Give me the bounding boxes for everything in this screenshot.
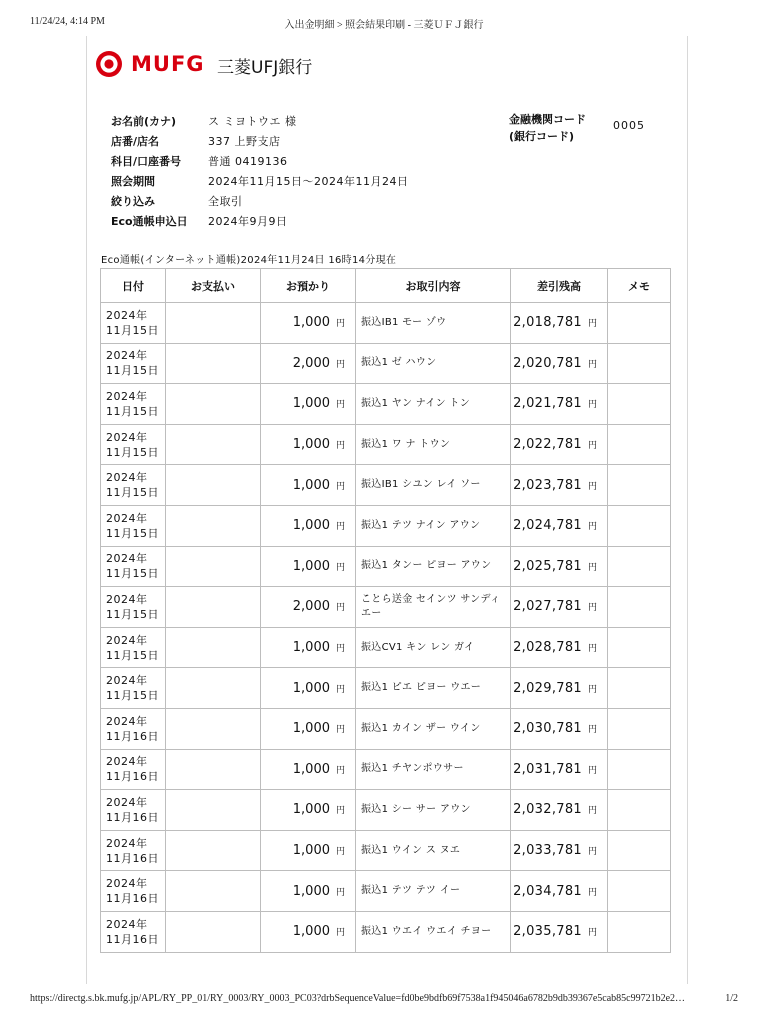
deposit-amount: 1,000 bbox=[292, 761, 330, 777]
cell-date bbox=[101, 587, 166, 628]
cell-description: 振込1 タンー ピヨー アウン bbox=[356, 546, 511, 587]
info-value: 337 上野支店 bbox=[208, 135, 281, 148]
date-day: 11月16日 bbox=[106, 770, 159, 784]
date-year: 2024年 bbox=[106, 917, 148, 931]
currency-unit: 円 bbox=[587, 684, 597, 695]
table-row bbox=[101, 871, 671, 912]
balance-amount: 2,029,781 bbox=[513, 680, 582, 696]
cell-memo bbox=[608, 627, 671, 668]
date-year: 2024年 bbox=[106, 430, 148, 444]
cell-balance bbox=[511, 708, 608, 749]
bank-code-label bbox=[509, 111, 586, 145]
date-day: 11月15日 bbox=[106, 404, 159, 418]
balance-amount: 2,035,781 bbox=[513, 924, 582, 940]
date-year: 2024年 bbox=[106, 714, 148, 728]
date-year: 2024年 bbox=[106, 308, 148, 322]
info-label: 絞り込み bbox=[111, 195, 155, 208]
table-row bbox=[101, 546, 671, 587]
as-of-timestamp: Eco通帳(インターネット通帳)2024年11月24日 16時14分現在 bbox=[101, 255, 397, 266]
info-value: 2024年9月9日 bbox=[208, 215, 288, 228]
cell-payment bbox=[166, 343, 261, 384]
cell-date bbox=[101, 871, 166, 912]
deposit-amount: 1,000 bbox=[292, 558, 330, 574]
cell-memo bbox=[608, 790, 671, 831]
cell-memo bbox=[608, 871, 671, 912]
currency-unit: 円 bbox=[335, 725, 345, 736]
cell-description: 振込1 ウエイ ウエイ チヨー bbox=[356, 911, 511, 952]
currency-unit: 円 bbox=[335, 887, 345, 898]
date-day: 11月15日 bbox=[106, 364, 159, 378]
balance-amount: 2,028,781 bbox=[513, 640, 582, 656]
cell-description: 振込IB1 シユン レイ ソー bbox=[356, 465, 511, 506]
cell-payment bbox=[166, 871, 261, 912]
cell-date bbox=[101, 708, 166, 749]
balance-amount: 2,030,781 bbox=[513, 721, 582, 737]
currency-unit: 円 bbox=[335, 644, 345, 655]
cell-balance bbox=[511, 911, 608, 952]
cell-balance bbox=[511, 303, 608, 344]
info-label: 店番/店名 bbox=[111, 135, 160, 148]
cell-balance bbox=[511, 424, 608, 465]
cell-description: 振込1 カイン ザー ウイン bbox=[356, 708, 511, 749]
currency-unit: 円 bbox=[587, 562, 597, 573]
cell-payment bbox=[166, 465, 261, 506]
deposit-amount: 1,000 bbox=[292, 477, 330, 493]
cell-deposit bbox=[261, 911, 356, 952]
cell-deposit bbox=[261, 708, 356, 749]
table-row bbox=[101, 587, 671, 628]
balance-amount: 2,031,781 bbox=[513, 761, 582, 777]
cell-deposit bbox=[261, 505, 356, 546]
print-datetime: 11/24/24, 4:14 PM bbox=[30, 16, 105, 27]
balance-amount: 2,018,781 bbox=[513, 315, 582, 331]
cell-description: 振込1 ウイン ス ヌエ bbox=[356, 830, 511, 871]
cell-memo bbox=[608, 424, 671, 465]
info-value: 2024年11月15日〜2024年11月24日 bbox=[208, 175, 409, 188]
date-year: 2024年 bbox=[106, 674, 148, 688]
cell-date bbox=[101, 830, 166, 871]
print-footer bbox=[30, 993, 738, 1007]
cell-payment bbox=[166, 627, 261, 668]
cell-memo bbox=[608, 587, 671, 628]
cell-balance bbox=[511, 790, 608, 831]
currency-unit: 円 bbox=[587, 481, 597, 492]
date-day: 11月15日 bbox=[106, 486, 159, 500]
cell-balance bbox=[511, 546, 608, 587]
cell-payment bbox=[166, 790, 261, 831]
cell-date bbox=[101, 627, 166, 668]
cell-description: 振込1 テツ テツ イー bbox=[356, 871, 511, 912]
cell-balance bbox=[511, 871, 608, 912]
deposit-amount: 1,000 bbox=[292, 396, 330, 412]
cell-date bbox=[101, 424, 166, 465]
cell-balance bbox=[511, 627, 608, 668]
cell-balance bbox=[511, 668, 608, 709]
cell-date bbox=[101, 343, 166, 384]
deposit-amount: 1,000 bbox=[292, 640, 330, 656]
header-deposit: お預かり bbox=[261, 269, 356, 303]
cell-payment bbox=[166, 911, 261, 952]
cell-payment bbox=[166, 749, 261, 790]
date-day: 11月15日 bbox=[106, 567, 159, 581]
cell-date bbox=[101, 384, 166, 425]
currency-unit: 円 bbox=[335, 684, 345, 695]
cell-memo bbox=[608, 708, 671, 749]
cell-payment bbox=[166, 384, 261, 425]
cell-memo bbox=[608, 749, 671, 790]
cell-date bbox=[101, 505, 166, 546]
cell-memo bbox=[608, 830, 671, 871]
cell-deposit bbox=[261, 790, 356, 831]
cell-date bbox=[101, 465, 166, 506]
deposit-amount: 2,000 bbox=[292, 599, 330, 615]
balance-amount: 2,033,781 bbox=[513, 843, 582, 859]
deposit-amount: 1,000 bbox=[292, 680, 330, 696]
cell-memo bbox=[608, 668, 671, 709]
currency-unit: 円 bbox=[587, 522, 597, 533]
cell-date bbox=[101, 303, 166, 344]
info-label: 照会期間 bbox=[111, 175, 155, 188]
date-day: 11月15日 bbox=[106, 526, 159, 540]
info-value: 普通 0419136 bbox=[208, 155, 288, 168]
date-year: 2024年 bbox=[106, 633, 148, 647]
table-row bbox=[101, 790, 671, 831]
cell-deposit bbox=[261, 587, 356, 628]
balance-amount: 2,025,781 bbox=[513, 558, 582, 574]
balance-amount: 2,024,781 bbox=[513, 518, 582, 534]
deposit-amount: 1,000 bbox=[292, 721, 330, 737]
date-day: 11月15日 bbox=[106, 445, 159, 459]
cell-deposit bbox=[261, 871, 356, 912]
date-year: 2024年 bbox=[106, 877, 148, 891]
currency-unit: 円 bbox=[335, 319, 345, 330]
cell-payment bbox=[166, 546, 261, 587]
cell-description: 振込1 ワ ナ トウン bbox=[356, 424, 511, 465]
balance-amount: 2,020,781 bbox=[513, 355, 582, 371]
cell-payment bbox=[166, 587, 261, 628]
cell-date bbox=[101, 546, 166, 587]
header-memo: メモ bbox=[608, 269, 671, 303]
cell-date bbox=[101, 668, 166, 709]
cell-balance bbox=[511, 384, 608, 425]
currency-unit: 円 bbox=[587, 847, 597, 858]
table-row bbox=[101, 505, 671, 546]
cell-memo bbox=[608, 384, 671, 425]
currency-unit: 円 bbox=[587, 887, 597, 898]
info-label: お名前(カナ) bbox=[111, 115, 177, 128]
info-label: Eco通帳申込日 bbox=[111, 215, 188, 228]
table-row bbox=[101, 424, 671, 465]
cell-balance bbox=[511, 749, 608, 790]
table-row bbox=[101, 708, 671, 749]
header-description: お取引内容 bbox=[356, 269, 511, 303]
cell-description: 振込IB1 モー ゾウ bbox=[356, 303, 511, 344]
cell-description: 振込1 シー サー アウン bbox=[356, 790, 511, 831]
currency-unit: 円 bbox=[587, 725, 597, 736]
balance-amount: 2,021,781 bbox=[513, 396, 582, 412]
cell-balance bbox=[511, 505, 608, 546]
header-date: 日付 bbox=[101, 269, 166, 303]
date-day: 11月16日 bbox=[106, 810, 159, 824]
date-year: 2024年 bbox=[106, 836, 148, 850]
currency-unit: 円 bbox=[335, 847, 345, 858]
currency-unit: 円 bbox=[587, 765, 597, 776]
currency-unit: 円 bbox=[587, 319, 597, 330]
bank-code-label-line2: (銀行コード) bbox=[509, 130, 575, 143]
deposit-amount: 1,000 bbox=[292, 843, 330, 859]
currency-unit: 円 bbox=[335, 359, 345, 370]
balance-amount: 2,034,781 bbox=[513, 883, 582, 899]
date-day: 11月16日 bbox=[106, 851, 159, 865]
cell-deposit bbox=[261, 384, 356, 425]
date-year: 2024年 bbox=[106, 755, 148, 769]
transaction-table bbox=[100, 268, 671, 953]
cell-payment bbox=[166, 830, 261, 871]
cell-date bbox=[101, 790, 166, 831]
cell-memo bbox=[608, 911, 671, 952]
deposit-amount: 1,000 bbox=[292, 315, 330, 331]
date-day: 11月16日 bbox=[106, 729, 159, 743]
currency-unit: 円 bbox=[335, 441, 345, 452]
cell-description: 振込1 ピエ ピヨー ウエー bbox=[356, 668, 511, 709]
cell-date bbox=[101, 911, 166, 952]
print-page-title: 入出金明細 > 照会結果印刷 - 三菱ＵＦＪ銀行 bbox=[284, 20, 484, 31]
date-year: 2024年 bbox=[106, 389, 148, 403]
cell-payment bbox=[166, 708, 261, 749]
info-value: ス ミヨトウエ 様 bbox=[208, 115, 297, 128]
date-year: 2024年 bbox=[106, 552, 148, 566]
cell-description: ことら送金 セインツ サンディ エー bbox=[356, 587, 511, 628]
currency-unit: 円 bbox=[587, 603, 597, 614]
page-number: 1/2 bbox=[725, 993, 738, 1004]
currency-unit: 円 bbox=[587, 928, 597, 939]
cell-deposit bbox=[261, 627, 356, 668]
table-row bbox=[101, 830, 671, 871]
cell-deposit bbox=[261, 465, 356, 506]
date-day: 11月16日 bbox=[106, 932, 159, 946]
cell-description: 振込CV1 キン レン ガイ bbox=[356, 627, 511, 668]
cell-date bbox=[101, 749, 166, 790]
currency-unit: 円 bbox=[335, 562, 345, 573]
date-year: 2024年 bbox=[106, 795, 148, 809]
deposit-amount: 1,000 bbox=[292, 924, 330, 940]
brand-name: MUFG bbox=[131, 52, 205, 76]
date-year: 2024年 bbox=[106, 471, 148, 485]
cell-memo bbox=[608, 303, 671, 344]
table-row bbox=[101, 627, 671, 668]
bank-name: 三菱UFJ銀行 bbox=[217, 58, 313, 78]
cell-payment bbox=[166, 668, 261, 709]
currency-unit: 円 bbox=[587, 806, 597, 817]
cell-deposit bbox=[261, 424, 356, 465]
balance-amount: 2,022,781 bbox=[513, 437, 582, 453]
date-day: 11月15日 bbox=[106, 648, 159, 662]
deposit-amount: 1,000 bbox=[292, 437, 330, 453]
cell-payment bbox=[166, 303, 261, 344]
bank-code-label-line1: 金融機関コード bbox=[509, 113, 586, 126]
deposit-amount: 1,000 bbox=[292, 518, 330, 534]
cell-balance bbox=[511, 465, 608, 506]
table-row bbox=[101, 911, 671, 952]
cell-balance bbox=[511, 343, 608, 384]
cell-deposit bbox=[261, 343, 356, 384]
table-row bbox=[101, 384, 671, 425]
cell-deposit bbox=[261, 303, 356, 344]
currency-unit: 円 bbox=[335, 522, 345, 533]
print-url: https://directg.s.bk.mufg.jp/APL/RY_PP_01/RY_0003/RY_0003_PC03?drbSequenceValue=fd0be9bdfb69f7538a1f945046a6782b9db39367e5cab85c99721b2e2… bbox=[30, 993, 686, 1004]
cell-deposit bbox=[261, 668, 356, 709]
cell-memo bbox=[608, 343, 671, 384]
currency-unit: 円 bbox=[335, 400, 345, 411]
currency-unit: 円 bbox=[587, 441, 597, 452]
currency-unit: 円 bbox=[335, 806, 345, 817]
table-row bbox=[101, 303, 671, 344]
currency-unit: 円 bbox=[587, 400, 597, 411]
balance-amount: 2,032,781 bbox=[513, 802, 582, 818]
currency-unit: 円 bbox=[587, 644, 597, 655]
cell-description: 振込1 ヤン ナイン トン bbox=[356, 384, 511, 425]
cell-memo bbox=[608, 546, 671, 587]
date-day: 11月16日 bbox=[106, 892, 159, 906]
table-row bbox=[101, 343, 671, 384]
date-year: 2024年 bbox=[106, 349, 148, 363]
info-label: 科目/口座番号 bbox=[111, 155, 182, 168]
cell-deposit bbox=[261, 830, 356, 871]
balance-amount: 2,027,781 bbox=[513, 599, 582, 615]
mufg-logo-icon bbox=[95, 50, 123, 78]
header-payment: お支払い bbox=[166, 269, 261, 303]
date-year: 2024年 bbox=[106, 511, 148, 525]
currency-unit: 円 bbox=[335, 765, 345, 776]
deposit-amount: 2,000 bbox=[292, 355, 330, 371]
cell-memo bbox=[608, 465, 671, 506]
deposit-amount: 1,000 bbox=[292, 883, 330, 899]
header-balance: 差引残高 bbox=[511, 269, 608, 303]
deposit-amount: 1,000 bbox=[292, 802, 330, 818]
cell-payment bbox=[166, 424, 261, 465]
table-row bbox=[101, 749, 671, 790]
balance-amount: 2,023,781 bbox=[513, 477, 582, 493]
cell-balance bbox=[511, 587, 608, 628]
currency-unit: 円 bbox=[335, 481, 345, 492]
currency-unit: 円 bbox=[587, 359, 597, 370]
date-day: 11月15日 bbox=[106, 323, 159, 337]
bank-code-value: 0005 bbox=[613, 119, 645, 132]
info-value: 全取引 bbox=[208, 195, 243, 208]
cell-description: 振込1 テツ ナイン アウン bbox=[356, 505, 511, 546]
cell-payment bbox=[166, 505, 261, 546]
cell-balance bbox=[511, 830, 608, 871]
table-row bbox=[101, 668, 671, 709]
cell-deposit bbox=[261, 546, 356, 587]
table-header-row bbox=[101, 269, 671, 303]
cell-description: 振込1 ゼ ハウン bbox=[356, 343, 511, 384]
date-day: 11月15日 bbox=[106, 689, 159, 703]
currency-unit: 円 bbox=[335, 603, 345, 614]
cell-deposit bbox=[261, 749, 356, 790]
date-day: 11月15日 bbox=[106, 607, 159, 621]
cell-memo bbox=[608, 505, 671, 546]
currency-unit: 円 bbox=[335, 928, 345, 939]
cell-description: 振込1 チヤンポウサー bbox=[356, 749, 511, 790]
date-year: 2024年 bbox=[106, 592, 148, 606]
print-header bbox=[30, 16, 738, 30]
table-row bbox=[101, 465, 671, 506]
